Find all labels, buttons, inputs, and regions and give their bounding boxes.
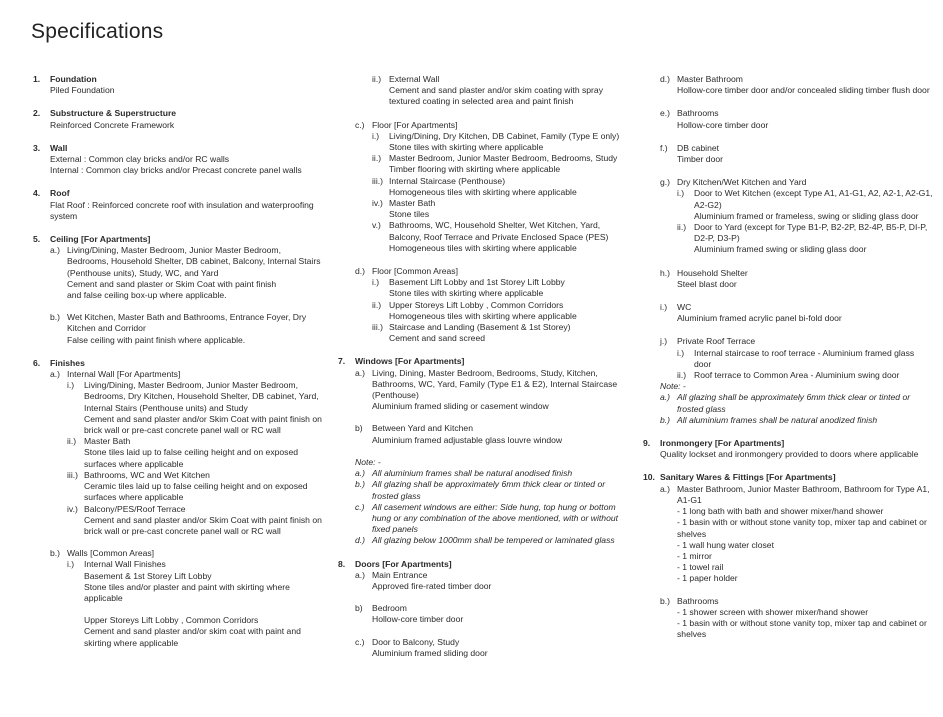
item-desc: Cement and sand plaster and/or Skim Coat with paint finish on brick wall or pre-cast concrete panel wall or RC wall bbox=[84, 514, 322, 536]
item-desc: Hollow-core timber door bbox=[677, 119, 769, 130]
item-desc: Ceramic tiles laid up to false ceiling height and on exposed surfaces where applicable bbox=[84, 481, 308, 503]
item-desc: Homogeneous tiles with skirting where applicable bbox=[389, 186, 577, 197]
section-heading: Sanitary Wares & Fittings [For Apartments] bbox=[660, 472, 836, 483]
item-text: DB cabinet bbox=[677, 142, 720, 153]
item-text: Living/Dining, Dry Kitchen, DB Cabinet, Family (Type E only) bbox=[389, 130, 620, 141]
list-item bbox=[338, 131, 628, 153]
item-text: Master Bathroom, Junior Master Bathroom, Bathroom for Type A1, A1-G1 bbox=[677, 483, 930, 505]
bullet-item: - 1 basin with or without stone vanity top, mixer tap and cabinet or shelves bbox=[677, 517, 927, 539]
item-label: d.) bbox=[355, 266, 366, 277]
item-desc: Hollow-core timber door bbox=[372, 614, 464, 625]
section-number: 5. bbox=[33, 234, 41, 245]
item-desc: Aluminium framed acrylic panel bi-fold door bbox=[677, 313, 842, 324]
section-text: External : Common clay bricks and/or RC walls bbox=[50, 154, 230, 165]
item-label: ii.) bbox=[372, 299, 382, 310]
section-roof bbox=[33, 188, 323, 222]
item-desc: Timber flooring with skirting where applicable bbox=[389, 164, 561, 175]
section-heading: Substructure & Superstructure bbox=[50, 108, 177, 119]
item-label: d.) bbox=[355, 535, 366, 546]
item-label: v.) bbox=[372, 220, 381, 231]
item-text: Master Bedroom, Junior Master Bedroom, Bedrooms, Study bbox=[389, 153, 618, 164]
item-text: Internal Wall Finishes bbox=[84, 559, 166, 570]
item-text: Master Bathroom bbox=[677, 74, 743, 84]
note-item bbox=[338, 535, 628, 546]
door-item bbox=[643, 268, 933, 290]
item-text: All aluminium frames shall be natural anodised finish bbox=[372, 468, 573, 479]
section-text: Quality lockset and ironmongery provided to doors where applicable bbox=[660, 449, 919, 460]
item-desc: Stone tiles with skirting where applicable bbox=[389, 142, 544, 153]
list-item bbox=[643, 596, 933, 607]
section-foundation bbox=[33, 74, 323, 96]
section-heading: Foundation bbox=[50, 74, 97, 84]
item-label: ii.) bbox=[372, 153, 382, 164]
item-text: All glazing shall be approximately 6mm thick clear or tinted or frosted glass bbox=[677, 392, 911, 414]
item-label: i.) bbox=[660, 302, 668, 313]
item-label: d.) bbox=[660, 74, 671, 84]
list-item bbox=[33, 470, 323, 504]
item-label: i.) bbox=[372, 130, 380, 141]
list-item bbox=[643, 348, 933, 370]
section-heading: Ironmongery [For Apartments] bbox=[660, 438, 785, 449]
list-item bbox=[33, 369, 323, 380]
item-text: All glazing below 1000mm shall be tempered or laminated glass bbox=[372, 535, 615, 546]
section-text: Internal : Common clay bricks and/or Precast concrete panel walls bbox=[50, 165, 302, 176]
item-label: i.) bbox=[67, 380, 75, 391]
list-item bbox=[33, 559, 323, 648]
item-text: Bathrooms bbox=[677, 108, 719, 119]
item-text: Household Shelter bbox=[677, 267, 748, 278]
item-desc: Stone tiles with skirting where applicable bbox=[389, 288, 544, 299]
item-text: Living/Dining, Master Bedroom, Junior Master Bedroom, Bedrooms, Dry Kitchen, Household Shelter, DB cabinet, Yard, Internal Stairs (Penthouse units) and Study bbox=[84, 380, 319, 413]
bullet-item: - 1 wall hung water closet bbox=[677, 539, 774, 550]
item-text: Master Bath bbox=[84, 436, 131, 447]
section-doors bbox=[338, 559, 628, 659]
item-label: h.) bbox=[660, 267, 671, 278]
item-label: iii.) bbox=[67, 469, 78, 480]
section-number: 2. bbox=[33, 108, 41, 119]
item-text: Wet Kitchen, Master Bath and Bathrooms, Entrance Foyer, Dry Kitchen and Corridor bbox=[67, 312, 307, 334]
section-number: 7. bbox=[338, 356, 346, 367]
note-heading: Note: - bbox=[660, 381, 686, 392]
list-item bbox=[338, 277, 628, 299]
kitchen-doors bbox=[643, 177, 933, 255]
item-desc: Homogeneous tiles with skirting where applicable bbox=[389, 310, 577, 321]
item-desc: Cement and sand plaster and/or skim coat with paint and skirting where applicable bbox=[84, 626, 301, 648]
list-item bbox=[643, 370, 933, 381]
section-number: 8. bbox=[338, 558, 346, 569]
list-item bbox=[338, 198, 628, 220]
section-number: 4. bbox=[33, 188, 41, 199]
section-heading: Doors [For Apartments] bbox=[355, 558, 452, 569]
section-sanitary bbox=[643, 472, 933, 640]
item-text: Basement Lift Lobby and 1st Storey Lift Lobby bbox=[389, 277, 565, 288]
item-label: b.) bbox=[355, 479, 366, 490]
section-number: 3. bbox=[33, 142, 41, 153]
item-label: c.) bbox=[355, 636, 365, 647]
item-label: b) bbox=[355, 603, 363, 614]
item-label: i.) bbox=[372, 277, 380, 288]
list-item bbox=[338, 637, 628, 659]
item-desc: Cement and sand plaster or Skim Coat with paint finish bbox=[67, 278, 277, 289]
note-item bbox=[643, 392, 933, 414]
list-item bbox=[643, 484, 933, 506]
item-desc: Upper Storeys Lift Lobby , Common Corridors bbox=[84, 615, 259, 626]
note-item bbox=[643, 415, 933, 426]
list-item bbox=[338, 570, 628, 592]
list-item bbox=[338, 300, 628, 322]
door-item bbox=[643, 108, 933, 130]
bullet-item: - 1 long bath with bath and shower mixer/hand shower bbox=[677, 506, 884, 517]
list-item bbox=[33, 548, 323, 559]
item-label: b.) bbox=[50, 548, 61, 559]
list-item bbox=[338, 153, 628, 175]
item-label: g.) bbox=[660, 177, 671, 188]
column-1 bbox=[33, 74, 323, 661]
section-number: 9. bbox=[643, 438, 651, 449]
item-text: Door to Wet Kitchen (except Type A1, A1-G1, A2, A2-1, A2-G1, A2-G2) bbox=[694, 188, 933, 210]
item-text: Internal Wall [For Apartments] bbox=[67, 369, 181, 380]
section-heading: Ceiling [For Apartments] bbox=[50, 234, 151, 245]
item-label: ii.) bbox=[677, 370, 687, 381]
item-label: e.) bbox=[660, 108, 671, 119]
item-desc: Cement and sand plaster and/or skim coating with spray textured coating in selected area and paint finish bbox=[389, 85, 603, 107]
item-text: Bathrooms bbox=[677, 595, 719, 606]
item-label: iii.) bbox=[372, 175, 383, 186]
door-item bbox=[643, 74, 933, 96]
item-text: Bathrooms, WC, Household Shelter, Wet Kitchen, Yard, Balcony, Roof Terrace and Private Enclosed Space (PES) bbox=[389, 220, 609, 242]
list-item bbox=[643, 188, 933, 222]
item-label: b.) bbox=[660, 595, 671, 606]
item-desc: Aluminium framed or frameless, swing or sliding glass door bbox=[694, 210, 919, 221]
section-number: 6. bbox=[33, 357, 41, 368]
item-desc: Cement and sand screed bbox=[389, 333, 486, 344]
list-item bbox=[33, 245, 323, 301]
section-heading: Roof bbox=[50, 188, 70, 199]
note-item bbox=[338, 468, 628, 479]
item-desc: Cement and sand plaster and/or Skim Coat with paint finish on brick wall or pre-cast concrete panel wall or RC wall bbox=[84, 413, 322, 436]
item-label: ii.) bbox=[677, 222, 687, 233]
item-text: Living/Dining, Master Bedroom, Junior Master Bedroom, Bedrooms, Household Shelter, DB cabinet, Balcony, Internal Stairs (Penthouse units), Study, WC, and Yard bbox=[67, 245, 321, 278]
item-text: Private Roof Terrace bbox=[677, 336, 756, 347]
item-text: Internal staircase to roof terrace - Aluminium framed glass door bbox=[694, 347, 915, 369]
item-text: WC bbox=[677, 302, 692, 313]
item-label: b.) bbox=[50, 312, 61, 323]
item-text: Walls [Common Areas] bbox=[67, 548, 155, 559]
section-substructure bbox=[33, 108, 323, 130]
item-label: b) bbox=[355, 423, 363, 434]
section-text: Piled Foundation bbox=[50, 85, 115, 96]
item-desc: and false ceiling box-up where applicable. bbox=[67, 290, 227, 301]
item-text: Roof terrace to Common Area - Aluminium swing door bbox=[694, 370, 900, 381]
item-label: b.) bbox=[660, 414, 671, 425]
note-heading: Note: - bbox=[355, 456, 381, 467]
item-text: All casement windows are either: Side hung, top hung or bottom hung or any combination of the above mentioned, with or without fixed panels bbox=[372, 501, 619, 535]
item-text: External Wall bbox=[389, 74, 440, 84]
item-text: Internal Staircase (Penthouse) bbox=[389, 175, 506, 186]
list-item bbox=[338, 368, 628, 413]
item-label: i.) bbox=[67, 559, 75, 570]
door-item bbox=[643, 143, 933, 165]
section-heading: Wall bbox=[50, 142, 68, 153]
item-desc: Approved fire-rated timber door bbox=[372, 580, 492, 591]
item-desc: Steel blast door bbox=[677, 278, 737, 289]
note-item bbox=[338, 479, 628, 501]
item-desc: Stone tiles bbox=[389, 209, 430, 220]
item-label: a.) bbox=[50, 245, 61, 256]
note-item bbox=[338, 502, 628, 536]
bullet-item: - 1 shower screen with shower mixer/hand shower bbox=[677, 606, 869, 617]
item-label: a.) bbox=[660, 392, 671, 403]
list-item bbox=[33, 380, 323, 436]
item-desc: Aluminium framed sliding or casement window bbox=[372, 401, 549, 412]
item-text: Door to Balcony, Study bbox=[372, 636, 460, 647]
item-text: Between Yard and Kitchen bbox=[372, 423, 473, 434]
roof-terrace bbox=[643, 336, 933, 426]
list-item bbox=[338, 176, 628, 198]
item-text: Door to Yard (except for Type B1-P, B2-2P, B2-4P, B5-P, DI-P, D2-P, D3-P) bbox=[694, 222, 928, 244]
item-text: Bathrooms, WC and Wet Kitchen bbox=[84, 469, 210, 480]
item-desc: Aluminium framed sliding door bbox=[372, 647, 488, 658]
column-2 bbox=[338, 74, 628, 671]
item-text: Staircase and Landing (Basement & 1st Storey) bbox=[389, 322, 571, 333]
item-label: a.) bbox=[355, 569, 366, 580]
item-label: c.) bbox=[355, 501, 365, 512]
section-ceiling bbox=[33, 234, 323, 346]
item-desc: Aluminium framed adjustable glass louvre window bbox=[372, 434, 563, 445]
item-desc: Basement & 1st Storey Lift Lobby bbox=[84, 570, 212, 581]
section-number: 1. bbox=[33, 74, 41, 84]
item-text: All aluminium frames shall be natural anodized finish bbox=[677, 414, 878, 425]
external-wall bbox=[338, 74, 628, 108]
item-desc: Stone tiles and/or plaster and paint with skirting where applicable bbox=[84, 581, 290, 603]
item-text: Floor [For Apartments] bbox=[372, 119, 458, 130]
item-label: ii.) bbox=[67, 436, 77, 447]
bullet-item: - 1 mirror bbox=[677, 550, 712, 561]
section-heading: Finishes bbox=[50, 357, 85, 368]
item-text: Balcony/PES/Roof Terrace bbox=[84, 503, 186, 514]
item-label: iii.) bbox=[372, 322, 383, 333]
item-label: iv.) bbox=[67, 503, 78, 514]
item-desc: Timber door bbox=[677, 154, 724, 165]
list-item bbox=[33, 504, 323, 538]
item-desc: Stone tiles laid up to false ceiling height and on exposed surfaces where applicable bbox=[84, 447, 299, 469]
item-label: a.) bbox=[355, 468, 366, 479]
floor-apartments bbox=[338, 120, 628, 254]
bullet-item: - 1 paper holder bbox=[677, 573, 738, 584]
section-windows bbox=[338, 356, 628, 546]
item-text: Living, Dining, Master Bedroom, Bedrooms, Study, Kitchen, Bathrooms, WC, Yard, Family (Type E1 & E2), Internal Staircase (Penthouse) bbox=[372, 367, 618, 401]
item-label: ii.) bbox=[372, 74, 382, 84]
item-text: Bedroom bbox=[372, 603, 407, 614]
item-text: Upper Storeys Lift Lobby , Common Corridors bbox=[389, 299, 564, 310]
list-item bbox=[33, 312, 323, 346]
item-desc: Aluminium framed swing or sliding glass door bbox=[694, 244, 867, 255]
section-finishes bbox=[33, 358, 323, 649]
floor-common bbox=[338, 266, 628, 344]
door-item bbox=[643, 302, 933, 324]
section-text: Reinforced Concrete Framework bbox=[50, 119, 175, 130]
list-item bbox=[338, 423, 628, 445]
item-label: j.) bbox=[660, 336, 668, 347]
item-desc: Homogeneous tiles with skirting where applicable bbox=[389, 242, 577, 253]
item-label: a.) bbox=[355, 367, 366, 378]
item-text: Floor [Common Areas] bbox=[372, 266, 458, 277]
item-text: Master Bath bbox=[389, 198, 436, 209]
item-text: Dry Kitchen/Wet Kitchen and Yard bbox=[677, 177, 807, 188]
item-label: a.) bbox=[50, 369, 61, 380]
item-label: i.) bbox=[677, 347, 685, 358]
item-label: c.) bbox=[355, 119, 365, 130]
section-ironmongery bbox=[643, 438, 933, 460]
list-item bbox=[338, 603, 628, 625]
section-number: 10. bbox=[643, 472, 655, 483]
item-desc: Hollow-core timber door and/or concealed sliding timber flush door bbox=[677, 85, 930, 96]
column-3 bbox=[643, 74, 933, 652]
item-label: a.) bbox=[660, 483, 671, 494]
section-heading: Windows [For Apartments] bbox=[355, 356, 465, 367]
item-label: i.) bbox=[677, 188, 685, 199]
list-item bbox=[338, 322, 628, 344]
item-text: All glazing shall be approximately 6mm thick clear or tinted or frosted glass bbox=[372, 479, 606, 501]
page-title: Specifications bbox=[31, 20, 164, 43]
item-label: iv.) bbox=[372, 198, 383, 209]
item-label: f.) bbox=[660, 142, 668, 153]
section-wall bbox=[33, 143, 323, 177]
bullet-item: - 1 towel rail bbox=[677, 562, 724, 573]
section-text: Flat Roof : Reinforced concrete roof with insulation and waterproofing system bbox=[50, 199, 314, 221]
list-item bbox=[33, 436, 323, 470]
item-text: Main Entrance bbox=[372, 569, 428, 580]
list-item bbox=[643, 222, 933, 256]
item-desc: False ceiling with paint finish where applicable. bbox=[67, 334, 246, 345]
list-item bbox=[338, 220, 628, 254]
bullet-item: - 1 basin with or without stone vanity top, mixer tap and cabinet or shelves bbox=[677, 617, 927, 640]
